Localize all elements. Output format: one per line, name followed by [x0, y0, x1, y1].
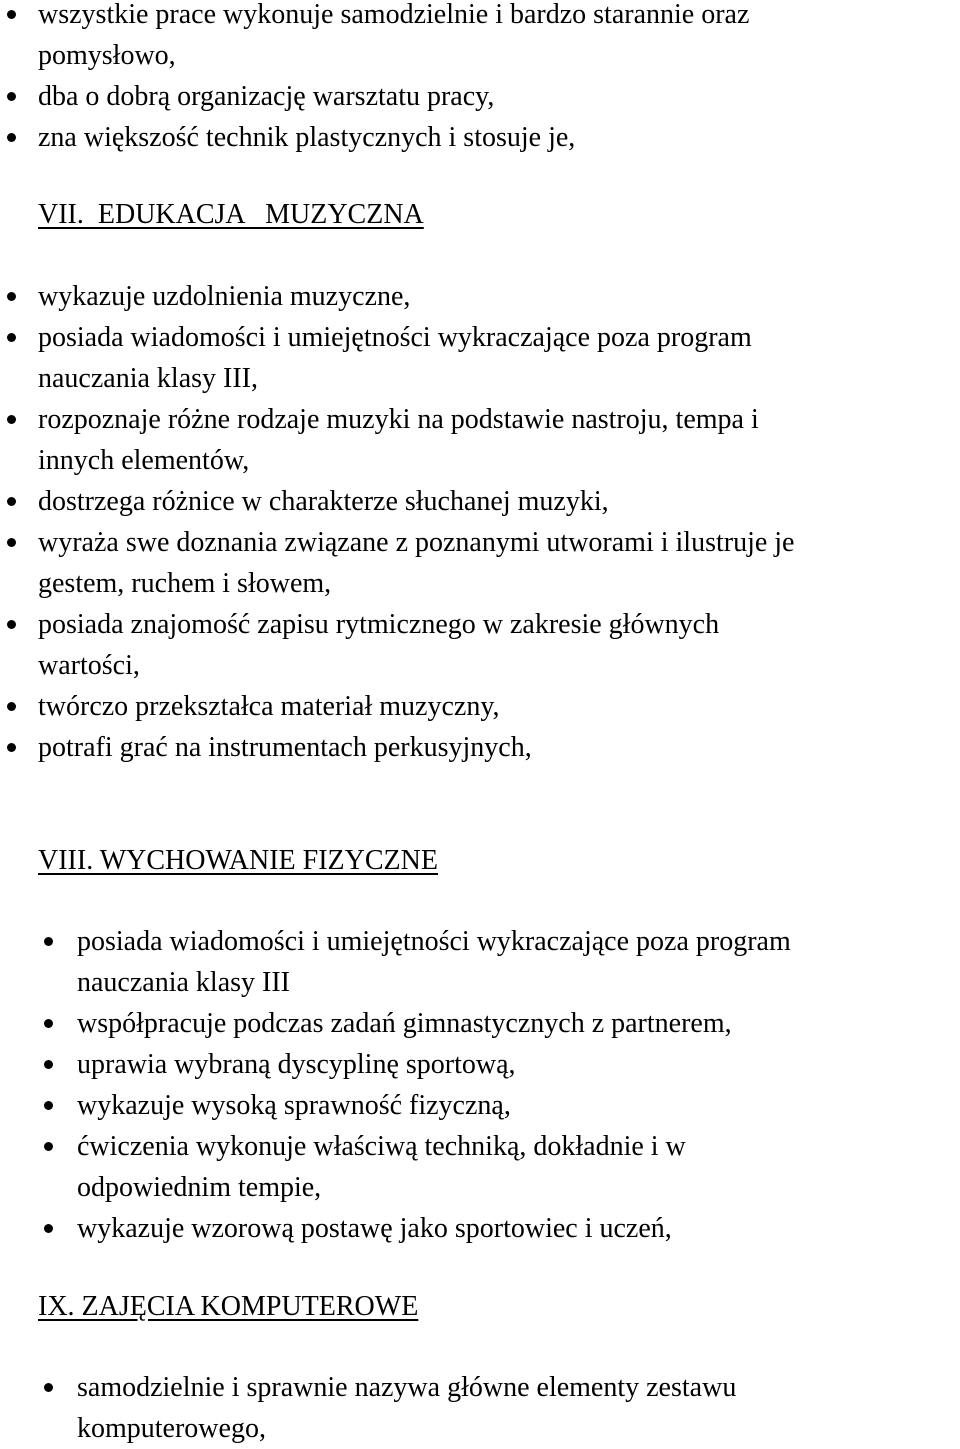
bullet-icon	[7, 333, 16, 342]
list-item	[38, 686, 960, 727]
list-item	[38, 0, 960, 76]
computer-list	[77, 1367, 960, 1449]
list-item-text: posiada wiadomości i umiejętności wykraczające poza program	[77, 926, 791, 957]
list-item-text: wykazuje wzorową postawę jako sportowiec i uczeń,	[77, 1213, 672, 1244]
list-item-text: posiada wiadomości i umiejętności wykraczające poza program	[38, 322, 752, 353]
section-heading-computer: IX. ZAJĘCIA KOMPUTEROWE	[38, 1291, 419, 1322]
list-item	[38, 76, 960, 117]
bullet-icon	[44, 1224, 53, 1233]
list-item	[77, 1208, 960, 1249]
list-item-text: wykazuje wysoką sprawność fizyczną,	[77, 1090, 511, 1121]
list-item-text: ćwiczenia wykonuje właściwą techniką, dokładnie i w	[77, 1131, 686, 1162]
list-item	[77, 1085, 960, 1126]
bullet-icon	[7, 10, 16, 19]
list-item-text: odpowiednim tempie,	[77, 1172, 322, 1203]
list-item	[77, 1003, 960, 1044]
list-item-text: potrafi grać na instrumentach perkusyjnych,	[38, 732, 532, 763]
bullet-icon	[7, 415, 16, 424]
bullet-icon	[7, 702, 16, 711]
list-item-text: samodzielnie i sprawnie nazywa główne elementy zestawu	[77, 1372, 737, 1403]
list-item	[77, 1367, 960, 1449]
bullet-icon	[44, 1060, 53, 1069]
section-heading-music: VII. EDUKACJA MUZYCZNA	[38, 199, 424, 230]
bullet-icon	[7, 292, 16, 301]
bullet-icon	[7, 538, 16, 547]
list-item-text: wyraża swe doznania związane z poznanymi utworami i ilustruje je	[38, 527, 795, 558]
list-item-text: wszystkie prace wykonuje samodzielnie i bardzo starannie oraz	[38, 0, 750, 30]
list-item-text: współpracuje podczas zadań gimnastycznych z partnerem,	[77, 1008, 732, 1039]
bullet-icon	[44, 1101, 53, 1110]
list-item-text: wartości,	[38, 650, 140, 681]
list-item-text: gestem, ruchem i słowem,	[38, 568, 332, 599]
section-heading-pe: VIII. WYCHOWANIE FIZYCZNE	[38, 845, 438, 876]
bullet-icon	[44, 937, 53, 946]
list-item	[77, 1044, 960, 1085]
music-list	[38, 276, 960, 768]
list-item-text: wykazuje uzdolnienia muzyczne,	[38, 281, 411, 312]
list-item	[38, 117, 960, 158]
list-item-text: nauczania klasy III	[77, 967, 290, 998]
bullet-icon	[44, 1019, 53, 1028]
list-item	[38, 522, 960, 604]
list-item	[77, 921, 960, 1003]
list-item-text: dba o dobrą organizację warsztatu pracy,	[38, 81, 495, 112]
bullet-icon	[7, 497, 16, 506]
art-list	[38, 0, 960, 158]
list-item	[38, 727, 960, 768]
list-item-text: zna większość technik plastycznych i stosuje je,	[38, 122, 576, 153]
list-item-text: uprawia wybraną dyscyplinę sportową,	[77, 1049, 516, 1080]
list-item	[38, 276, 960, 317]
bullet-icon	[7, 92, 16, 101]
bullet-icon	[7, 743, 16, 752]
list-item-text: rozpoznaje różne rodzaje muzyki na podstawie nastroju, tempa i	[38, 404, 759, 435]
list-item-text: nauczania klasy III,	[38, 363, 258, 394]
bullet-icon	[44, 1142, 53, 1151]
list-item-text: komputerowego,	[77, 1413, 266, 1444]
bullet-icon	[7, 133, 16, 142]
bullet-icon	[7, 620, 16, 629]
list-item	[38, 481, 960, 522]
list-item-text: dostrzega różnice w charakterze słuchanej muzyki,	[38, 486, 609, 517]
list-item-text: twórczo przekształca materiał muzyczny,	[38, 691, 500, 722]
list-item-text: innych elementów,	[38, 445, 250, 476]
list-item	[38, 604, 960, 686]
list-item-text: posiada znajomość zapisu rytmicznego w zakresie głównych	[38, 609, 720, 640]
pe-list	[77, 921, 960, 1249]
bullet-icon	[44, 1383, 53, 1392]
list-item	[38, 399, 960, 481]
list-item	[38, 317, 960, 399]
list-item-text: pomysłowo,	[38, 40, 176, 71]
list-item	[77, 1126, 960, 1208]
